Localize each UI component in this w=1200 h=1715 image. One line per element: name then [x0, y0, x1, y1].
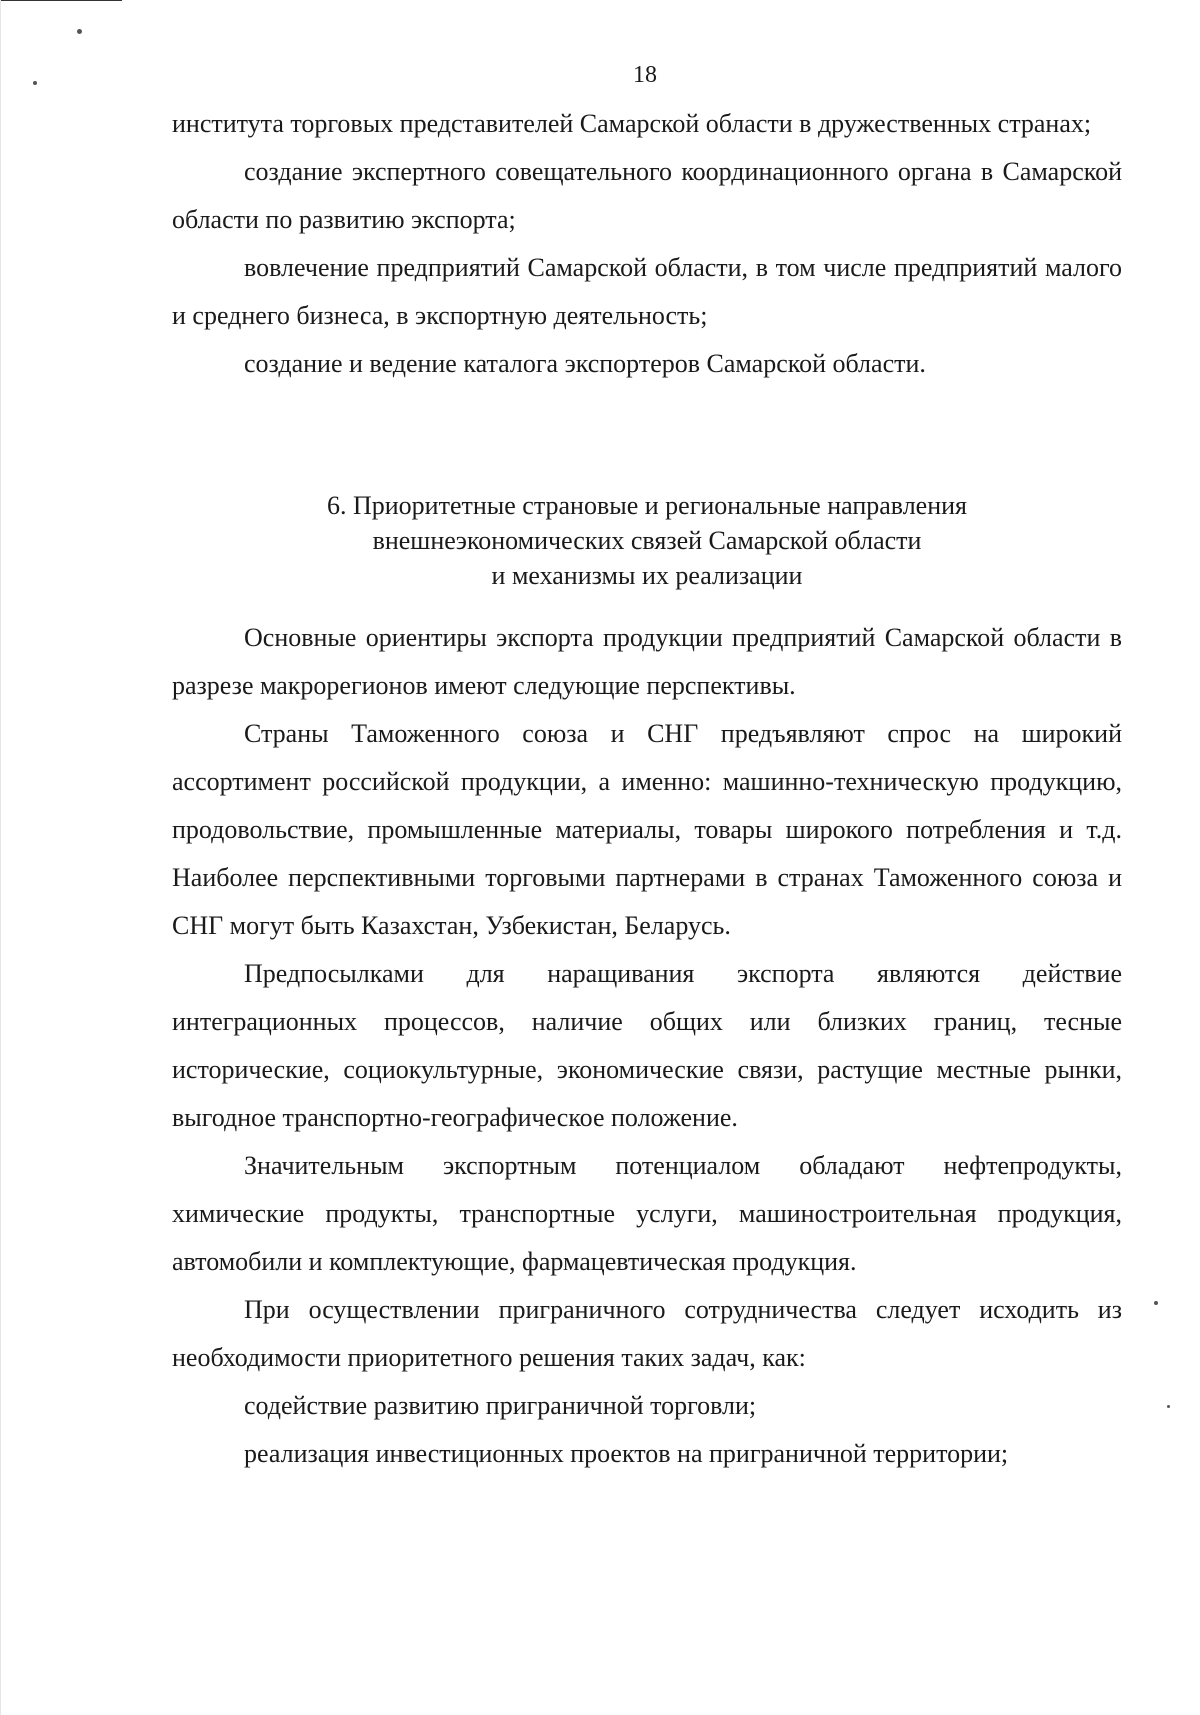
scan-left-edge: [0, 0, 1, 1715]
section-heading: [172, 488, 1122, 593]
heading-line: внешнеэкономических связей Самарской области: [372, 526, 922, 555]
body-text-block: [172, 614, 1122, 1478]
paragraph: реализация инвестиционных проектов на приграничной территории;: [244, 1439, 1009, 1468]
paragraph: вовлечение предприятий Самарской области, в том числе предприятий малого и среднего бизнеса, в экспортную деятельность;: [172, 253, 1122, 330]
scan-speck: [1154, 1301, 1158, 1305]
scan-speck: [77, 29, 82, 34]
paragraph: Основные ориентиры экспорта продукции предприятий Самарской области в разрезе макрорегионов имеют следующие перспективы.: [172, 623, 1122, 700]
scan-edge-line: [0, 0, 122, 1]
paragraph: создание и ведение каталога экспортеров Самарской области.: [244, 349, 926, 378]
paragraph: института торговых представителей Самарской области в дружественных странах;: [172, 109, 1092, 138]
paragraph: Предпосылками для наращивания экспорта являются действие интеграционных процессов, наличие общих или близких границ, тесные исторические, социокультурные, экономические связи, растущие местные рынки, выгодное транспортно-географическое положение.: [172, 959, 1122, 1132]
paragraph: Страны Таможенного союза и СНГ предъявляют спрос на широкий ассортимент российской продукции, а именно: машинно-техническую продукцию, продовольствие, промышленные материалы, товары широкого потребления и т.д. Наиболее перспективными торговыми партнерами в странах Таможенного союза и СНГ могут быть Казахстан, Узбекистан, Беларусь.: [172, 719, 1122, 940]
scan-speck: [1167, 1405, 1170, 1408]
top-text-block: [172, 100, 1122, 388]
paragraph: создание экспертного совещательного координационного органа в Самарской области по развитию экспорта;: [172, 157, 1122, 234]
paragraph: Значительным экспортным потенциалом обладают нефтепродукты, химические продукты, транспортные услуги, машиностроительная продукция, автомобили и комплектующие, фармацевтическая продукция.: [172, 1151, 1122, 1276]
page-number: 18: [633, 62, 657, 88]
heading-line: и механизмы их реализации: [491, 561, 803, 590]
paragraph: содействие развитию приграничной торговли;: [244, 1391, 757, 1420]
paragraph: При осуществлении приграничного сотрудничества следует исходить из необходимости приоритетного решения таких задач, как:: [172, 1295, 1122, 1372]
heading-line: 6. Приоритетные страновые и региональные направления: [326, 491, 968, 520]
